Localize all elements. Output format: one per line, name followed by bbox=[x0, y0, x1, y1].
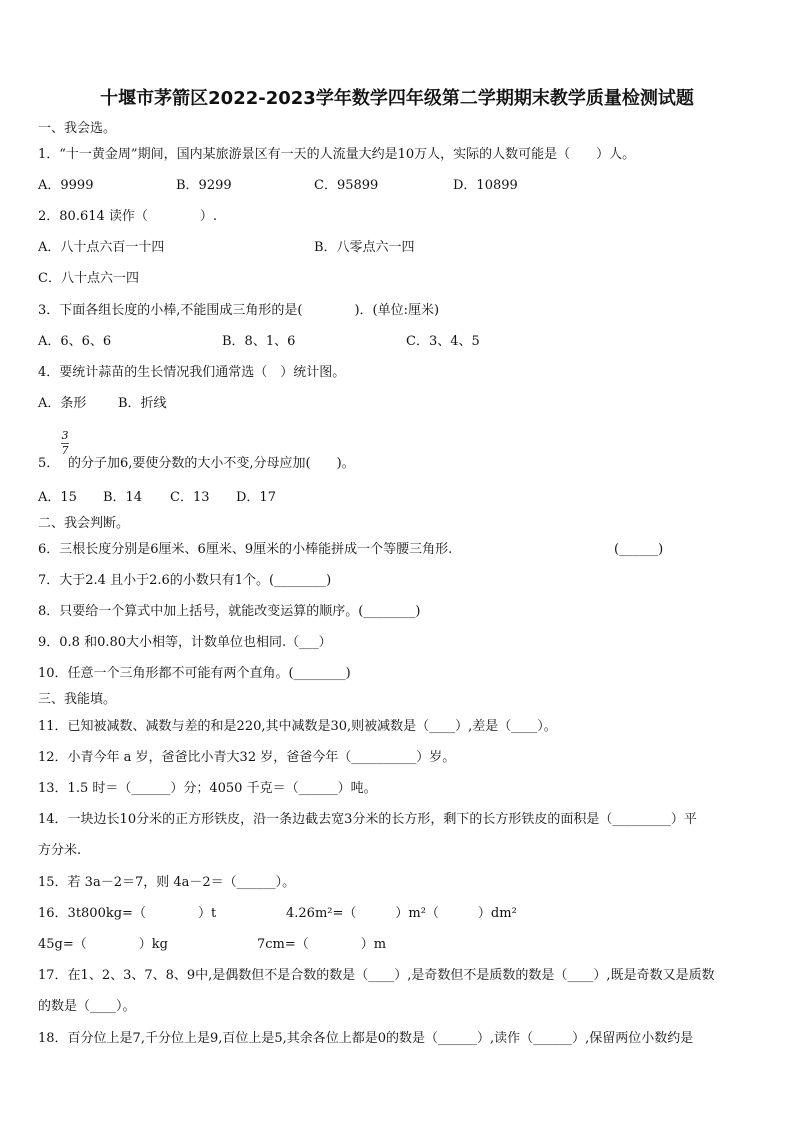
question-16-part2: 4.26m²=（ ）m²（ ）dm² bbox=[286, 906, 517, 921]
q3-option-c: C．3、4、5 bbox=[406, 334, 480, 349]
fraction-denominator: 7 bbox=[61, 444, 69, 457]
question-2: 2．80.614 读作（ ）. bbox=[38, 209, 218, 224]
q6-answer-blank: (______) bbox=[614, 542, 664, 557]
q5-option-c: C．13 bbox=[170, 490, 210, 505]
question-8: 8．只要给一个算式中加上括号，就能改变运算的顺序。(________) bbox=[38, 604, 421, 619]
q1-option-a: A．9999 bbox=[38, 178, 94, 193]
q5-option-a: A．15 bbox=[38, 490, 77, 505]
question-3: 3．下面各组长度的小棒,不能围成三角形的是( )．(单位:厘米) bbox=[38, 303, 440, 318]
question-5: 的分子加6,要使分数的大小不变,分母应加( )。 bbox=[68, 456, 355, 471]
question-12: 12．小青今年 a 岁，爸爸比小青大32 岁，爸爸今年（__________）岁。 bbox=[38, 750, 456, 765]
question-5-number: 5． bbox=[38, 456, 60, 471]
q5-fraction bbox=[60, 430, 70, 457]
section-heading-fill: 三、我能填。 bbox=[38, 692, 117, 707]
question-15: 15．若 3a－2＝7，则 4a－2＝（______）。 bbox=[38, 875, 296, 890]
q5-option-b: B．14 bbox=[103, 490, 143, 505]
q5-option-d: D．17 bbox=[236, 490, 276, 505]
question-4: 4．要统计蒜苗的生长情况我们通常选（ ）统计图。 bbox=[38, 365, 346, 380]
q2-option-a: A．八十点六百一十四 bbox=[38, 240, 165, 255]
q3-option-a: A．6、6、6 bbox=[38, 334, 112, 349]
question-11: 11．已知被减数、减数与差的和是220,其中减数是30,则被减数是（____）,差是（____）。 bbox=[38, 719, 557, 734]
question-18: 18．百分位上是7,千分位上是9,百位上是5,其余各位上都是0的数是（______）,读作（______）,保留两位小数约是 bbox=[38, 1031, 694, 1046]
question-17: 17．在1、2、3、7、8、9中,是偶数但不是合数的数是（____）,是奇数但不是质数的数是（____）,既是奇数又是质数 bbox=[38, 968, 715, 983]
question-9: 9．0.8 和0.80大小相等，计数单位也相同.（___） bbox=[38, 635, 332, 650]
question-16-part3: 45g=（ ）kg bbox=[38, 937, 168, 952]
q2-option-b: B．八零点六一四 bbox=[314, 240, 415, 255]
q1-option-d: D．10899 bbox=[453, 178, 518, 193]
question-14-continued: 方分米. bbox=[38, 843, 82, 858]
q1-option-b: B．9299 bbox=[176, 178, 232, 193]
page-title: 十堰市茅箭区2022-2023学年数学四年级第二学期期末教学质量检测试题 bbox=[100, 88, 694, 109]
question-10: 10．任意一个三角形都不可能有两个直角。(________) bbox=[38, 666, 351, 681]
question-16-part1: 16．3t800kg=（ ）t bbox=[38, 906, 217, 921]
q1-option-c: C．95899 bbox=[314, 178, 379, 193]
question-16-part4: 7cm=（ ）m bbox=[257, 937, 387, 952]
q4-option-b: B．折线 bbox=[118, 396, 167, 411]
q4-option-a: A．条形 bbox=[38, 396, 87, 411]
question-6: 6．三根长度分别是6厘米、6厘米、9厘米的小棒能拼成一个等腰三角形. bbox=[38, 542, 453, 557]
question-13: 13．1.5 时＝（______）分；4050 千克＝（______）吨。 bbox=[38, 781, 377, 796]
question-14: 14．一块边长10分米的正方形铁皮，沿一条边截去宽3分米的长方形，剩下的长方形铁皮的面积是（_________）平 bbox=[38, 812, 697, 827]
question-7: 7．大于2.4 且小于2.6的小数只有1个。(________) bbox=[38, 573, 332, 588]
section-heading-choice: 一、我会选。 bbox=[38, 121, 117, 136]
q3-option-b: B．8、1、6 bbox=[222, 334, 296, 349]
q2-option-c: C．八十点六一四 bbox=[38, 271, 139, 286]
question-17-continued: 的数是（____）。 bbox=[38, 999, 136, 1014]
fraction-numerator: 3 bbox=[61, 429, 69, 442]
question-1: 1．“十一黄金周”期间，国内某旅游景区有一天的人流量大约是10万人，实际的人数可能是（ ）人。 bbox=[38, 147, 636, 162]
section-heading-judge: 二、我会判断。 bbox=[38, 516, 130, 531]
